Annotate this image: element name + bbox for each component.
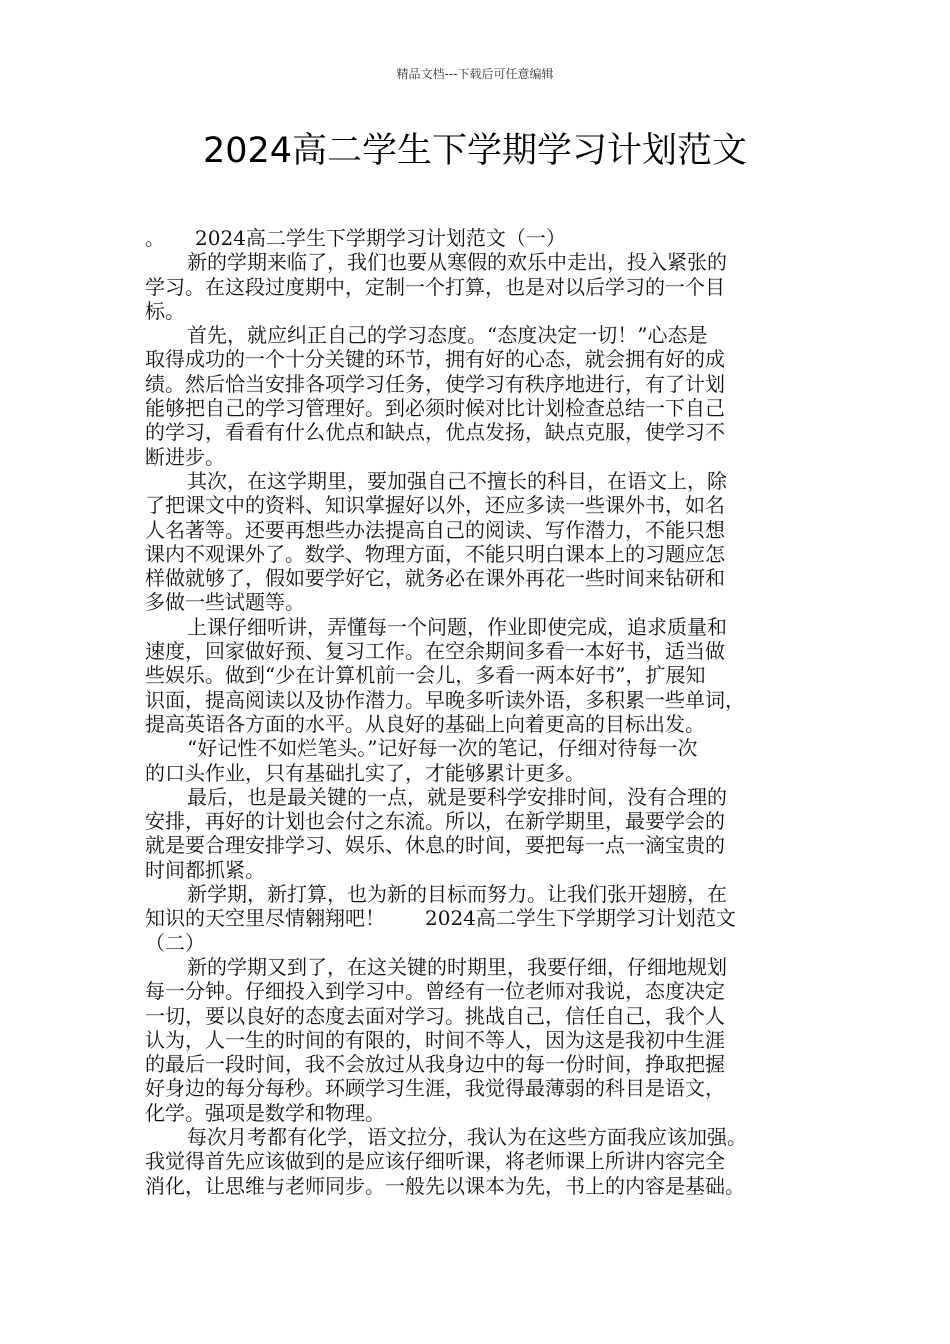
- body-text-line: 新的学期又到了，在这关键的时期里，我要仔细，仔细地规划: [187, 954, 727, 979]
- body-text-line: 速度，回家做好预、复习工作。在空余期间多看一本好书，适当做: [145, 639, 725, 664]
- body-text-line: 新的学期来临了，我们也要从寒假的欢乐中走出，投入紧张的: [187, 250, 727, 275]
- body-text-line: 安排，再好的计划也会付之东流。所以，在新学期里，最要学会的: [145, 809, 725, 834]
- body-text-line: 上课仔细听讲，弄懂每一个问题，作业即使完成，追求质量和: [187, 614, 727, 639]
- body-text-line: 每次月考都有化学，语文拉分，我认为在这些方面我应该加强。: [187, 1124, 747, 1149]
- document-body: [145, 226, 825, 1198]
- body-text-line: 消化，让思维与老师同步。一般先以课本为先，书上的内容是基础。: [145, 1173, 745, 1198]
- body-text-line: 每一分钟。仔细投入到学习中。曾经有一位老师对我说，态度决定: [145, 979, 725, 1004]
- body-text-line: （二）: [145, 930, 205, 955]
- document-title: 2024高二学生下学期学习计划范文: [202, 131, 748, 171]
- body-text-line: 课内不观课外了。数学、物理方面，不能只明白课本上的习题应怎: [145, 541, 725, 566]
- body-text-line: 学习。在这段过度期中，定制一个打算，也是对以后学习的一个目: [145, 274, 725, 299]
- body-text-line: 的学习，看看有什么优点和缺点，优点发扬，缺点克服，使学习不: [145, 420, 725, 445]
- body-text-line: 样做就够了，假如要学好它，就务必在课外再花一些时间来钻研和: [145, 566, 725, 591]
- body-text-line: 人名著等。还要再想些办法提高自己的阅读、写作潜力，不能只想: [145, 517, 725, 542]
- body-text-line: “好记性不如烂笔头。”记好每一次的笔记，仔细对待每一次: [187, 736, 698, 761]
- body-text-line: 识面，提高阅读以及协作潜力。早晚多听读外语，多积累一些单词，: [145, 687, 745, 712]
- body-text-line: 断进步。: [145, 444, 225, 469]
- body-text-line: 。 2024高二学生下学期学习计划范文（一）: [145, 226, 566, 250]
- body-text-line: 些娱乐。做到“少在计算机前一会儿，多看一两本好书”，扩展知: [145, 663, 706, 688]
- body-text-line: 了把课文中的资料、知识掌握好以外，还应多读一些课外书，如名: [145, 493, 725, 518]
- body-text-line: 最后，也是最关键的一点，就是要科学安排时间，没有合理的: [187, 784, 727, 809]
- body-text-line: 其次，在这学期里，要加强自己不擅长的科目，在语文上，除: [187, 468, 727, 493]
- body-text-line: 能够把自己的学习管理好。到必须时候对比计划检查总结一下自己: [145, 396, 725, 421]
- body-text-line: 化学。强项是数学和物理。: [145, 1100, 385, 1125]
- body-text-line: 绩。然后恰当安排各项学习任务，使学习有秩序地进行，有了计划: [145, 371, 725, 396]
- body-text-line: 的最后一段时间，我不会放过从我身边中的每一份时间，挣取把握: [145, 1052, 725, 1077]
- body-text-line: 就是要合理安排学习、娱乐、休息的时间，要把每一点一滴宝贵的: [145, 833, 725, 858]
- body-text-line: 多做一些试题等。: [145, 590, 305, 615]
- page-header: 精品文档---下载后可任意编辑: [396, 67, 554, 81]
- body-text-line: 时间都抓紧。: [145, 857, 265, 882]
- body-text-line: 一切，要以良好的态度去面对学习。挑战自己，信任自己，我个人: [145, 1003, 725, 1028]
- body-text-line: 我觉得首先应该做到的是应该仔细听课，将老师课上所讲内容完全: [145, 1149, 725, 1174]
- body-text-line: 提高英语各方面的水平。从良好的基础上向着更高的目标出发。: [145, 711, 705, 736]
- body-text-line: 的口头作业，只有基础扎实了，才能够累计更多。: [145, 760, 585, 785]
- body-text-line: 首先，就应纠正自己的学习态度。“态度决定一切！”心态是: [187, 323, 708, 348]
- body-text-line: 标。: [145, 298, 185, 323]
- body-text-line: 好身边的每分每秒。环顾学习生涯，我觉得最薄弱的科目是语文，: [145, 1076, 725, 1101]
- body-text-line: 新学期，新打算，也为新的目标而努力。让我们张开翅膀，在: [187, 882, 727, 907]
- body-text-line: 认为，人一生的时间的有限的，时间不等人，因为这是我初中生涯: [145, 1027, 725, 1052]
- body-text-line: 取得成功的一个十分关键的环节，拥有好的心态，就会拥有好的成: [145, 347, 725, 372]
- body-text-line: 知识的天空里尽情翱翔吧！ 2024高二学生下学期学习计划范文: [145, 906, 736, 931]
